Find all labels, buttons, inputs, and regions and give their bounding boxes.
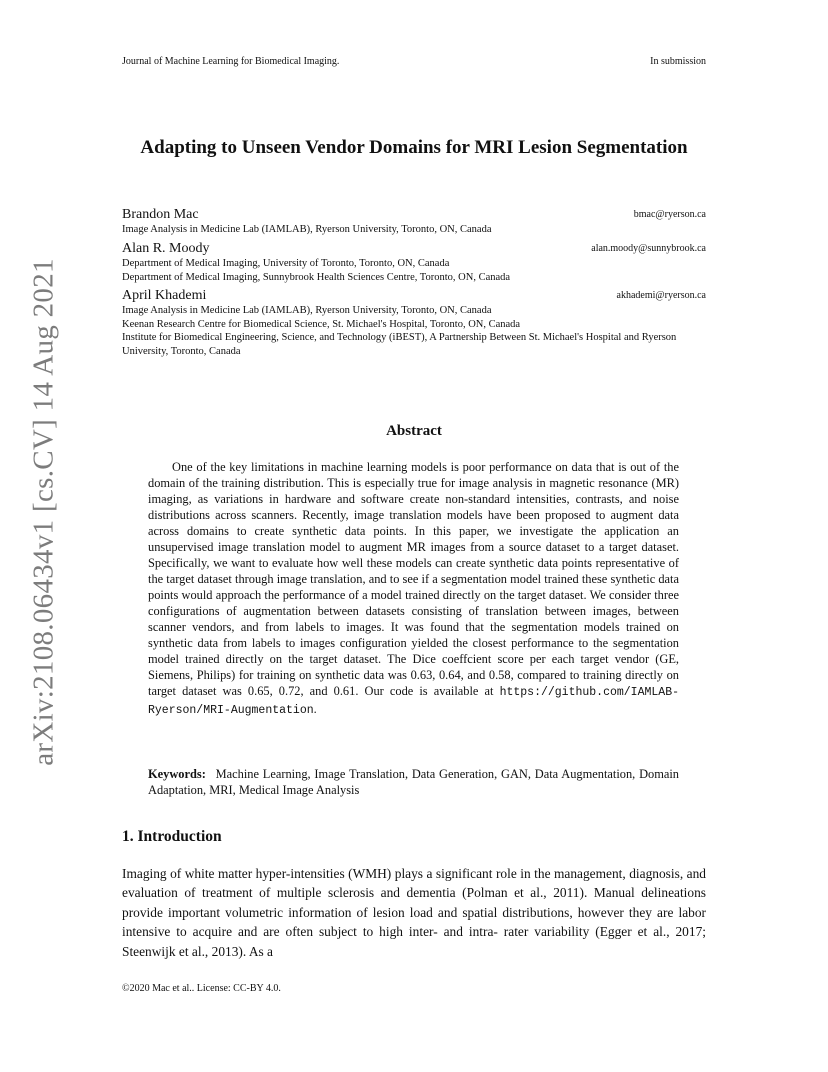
running-header-status: In submission (650, 56, 706, 67)
author-affiliation: Keenan Research Centre for Biomedical Science, St. Michael's Hospital, Toronto, ON, Canada (122, 318, 521, 330)
keywords-label: Keywords: (148, 767, 206, 781)
author-name: April Khademi (122, 288, 207, 303)
keywords-list: Machine Learning, Image Translation, Data Generation, GAN, Data Augmentation, Domain Adaptation, MRI, Medical Image Analysis (148, 767, 679, 797)
license-footer: ©2020 Mac et al.. License: CC-BY 4.0. (122, 983, 281, 994)
author-email: alan.moody@sunnybrook.ca (591, 243, 706, 254)
author-affiliation: Image Analysis in Medicine Lab (IAMLAB), Ryerson University, Toronto, ON, Canada (122, 305, 492, 316)
abstract-heading: Abstract (386, 423, 442, 439)
keywords (148, 766, 679, 798)
author-email: bmac@ryerson.ca (633, 209, 706, 220)
author-affiliation: Department of Medical Imaging, Sunnybrook Health Sciences Centre, Toronto, ON, Canada (122, 271, 511, 283)
running-header-journal: Journal of Machine Learning for Biomedical Imaging. (122, 56, 340, 67)
author-affiliation: Image Analysis in Medicine Lab (IAMLAB), Ryerson University, Toronto, ON, Canada (122, 224, 492, 235)
paper-title: Adapting to Unseen Vendor Domains for MRI Lesion Segmentation (140, 137, 688, 158)
section-text: Imaging of white matter hyper-intensities (WMH) plays a significant role in the management, diagnosis, and evaluation of treatment of multiple sclerosis and dementia (Polman et al., 2011). Manual delineations provide important volumetric information of lesion load and spatial distributions, however they are labor intensive to acquire and are often subject to high inter- and intra- rater variability (Egger et al., 2017; Steenwijk et al., 2013). As a (122, 866, 706, 959)
abstract-text (148, 459, 679, 719)
author-name: Alan R. Moody (122, 241, 210, 256)
author-email: akhademi@ryerson.ca (616, 290, 706, 301)
code-link[interactable]: https://github.com/IAMLAB-Ryerson/MRI-Augmentation (148, 686, 679, 717)
abstract-period: . (313, 702, 317, 716)
section-heading: 1. Introduction (122, 828, 222, 845)
author-affiliation: Institute for Biomedical Engineering, Science, and Technology (iBEST), A Partnership Between St. Michael's Hospital and Ryerson University, Toronto, Canada (122, 332, 677, 357)
author-block (122, 241, 706, 284)
author-affiliation: Department of Medical Imaging, University of Toronto, Toronto, ON, Canada (122, 258, 450, 269)
author-block (122, 288, 706, 358)
author-name: Brandon Mac (122, 207, 199, 222)
abstract-body: One of the key limitations in machine learning models is poor performance on data that is out of the domain of the training distribution. This is especially true for image analysis in magnetic resonance (MR) imaging, as variations in hardware and software create non-standard intensities, contrasts, and noise distributions across scanners. Recently, image translation models have been proposed to augment data across domains to create synthetic data points. In this paper, we investigate the application an unsupervised image translation model to augment MR images from a source dataset to a target dataset. Specifically, we want to evaluate how well these models can create synthetic data points representative of the target dataset through image translation, and to see if a segmentation model trained these synthetic data points would approach the performance of a model trained directly on the target dataset. We consider three configurations of augmentation between datasets consisting of translation between images, between scanner vendors, and from labels to images. It was found that the segmentation models trained on synthetic data from labels to images configuration yielded the closest performance to the segmentation model trained directly on the target dataset. The Dice coeffcient score per each target vendor (GE, Siemens, Philips) for training on synthetic data was 0.63, 0.64, and 0.58, compared to training directly on target dataset was 0.65, 0.72, and 0.61. Our code is available at (148, 460, 679, 698)
author-block (122, 207, 706, 237)
arxiv-identifier: arXiv:2108.06434v1 [cs.CV] 14 Aug 2021 (27, 258, 60, 766)
